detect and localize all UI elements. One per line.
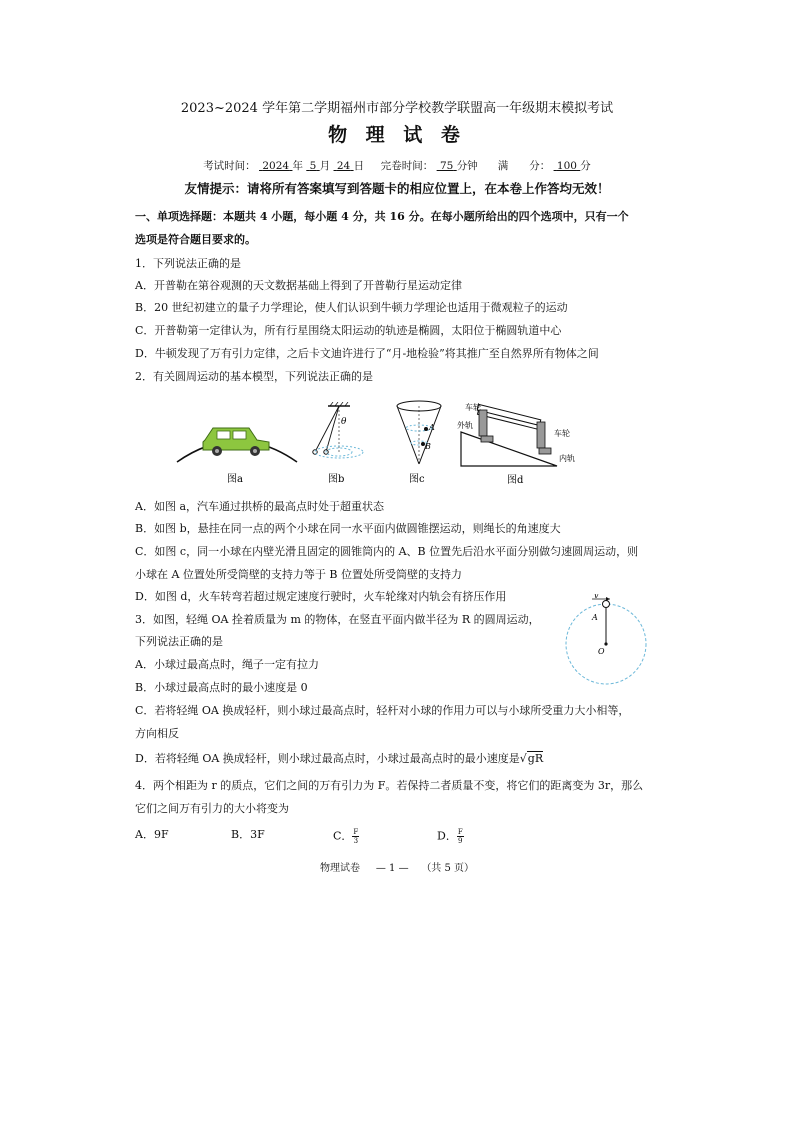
q3-option-c-line2: 方向相反 [135,727,179,740]
q3-option-d [135,752,665,766]
q3-stem-line1: 3．如图，轻绳 OA 拴着质量为 m 的物体，在竖直平面内做半径为 R 的圆周运动， [135,613,540,626]
q1-option-b: B．20 世纪初建立的量子力学理论，使人们认识到牛顿力学理论也适用于微观粒子的运动 [135,301,568,314]
q2-option-b: B．如图 b，悬挂在同一点的两个小球在同一水平面内做圆锥摆运动，则绳长的角速度大 [135,522,561,535]
exam-time-label: 考试时间： [203,160,256,172]
q1-stem: 1．下列说法正确的是 [135,257,241,270]
q4-option-d [437,828,464,845]
q4-stem-line2: 它们之间万有引力的大小将变为 [135,802,289,815]
friendly-tip: 友情提示：请将所有答案填写到答题卡的相应位置上，在本卷上作答均无效！ [184,181,610,196]
section-intro-line2: 选项是符合题目要求的。 [135,233,256,246]
score-value: 100 [556,160,577,172]
q4-option-a: A．9F [135,828,169,841]
label-A: A [592,613,598,622]
exam-meta [0,159,794,173]
exam-title: 2023~2024 学年第二学期福州市部分学校教学联盟高一年级期末模拟考试 [180,101,614,116]
duration-unit: 分钟 [456,160,478,172]
exam-day: 24 [336,160,351,172]
label-v: v [594,594,599,600]
figure-b-conical-pendulum [298,402,390,488]
day-unit: 日 [353,160,365,172]
label-inner-rail: 内轨 [559,454,575,463]
figure-q3-vertical-circle [558,594,658,688]
label-O: O [598,647,605,656]
score-unit: 分 [580,160,591,172]
section-intro-line1: 一、单项选择题：本题共 4 小题，每小题 4 分，共 16 分。在每小题所给出的四个选项中，只有一个 [135,210,629,223]
label-wheel-left: 车轮 [465,403,481,412]
label-A: A [429,423,435,432]
month-unit: 月 [319,160,331,172]
q4-option-d-label: D． [437,829,457,843]
q3-option-d-text: D．若将轻绳 OA 换成轻杆，则小球过最高点时，小球过最高点时的最小速度是 [135,752,520,765]
q2-option-a: A．如图 a，汽车通过拱桥的最高点时处于超重状态 [135,500,384,513]
q4-stem-line1: 4．两个相距为 r 的质点，它们之间的万有引力为 F。若保持二者质量不变，将它们的距离变为 3r，那么 [135,779,644,792]
footer-subject: 物理试卷 [319,863,360,874]
sqrt-icon: √ [519,752,527,765]
score-label: 满 分： [497,160,551,172]
q3-option-c-line1: C．若将轻绳 OA 换成轻杆，则小球过最高点时，轻杆对小球的作用力可以与小球所受重力大小相等， [135,704,630,717]
q4-d-numerator: F [457,828,463,836]
figure-a-arch-bridge [175,410,300,488]
duration-label: 完卷时间： [380,160,434,172]
q2-option-c-line1: C．如图 c，同一小球在内壁光滑且固定的圆锥筒内的 A、B 位置先后沿水平面分别做匀速圆周运动，则 [135,545,639,558]
q3-stem-line2: 下列说法正确的是 [135,635,223,648]
q4-c-numerator: F [353,828,359,836]
exam-month: 5 [309,160,317,172]
footer-total-pages: （共 5 页） [421,863,475,874]
q1-option-a: A．开普勒在第谷观测的天文数据基础上得到了开普勒行星运动定律 [135,279,462,292]
q3-option-d-formula: gR [527,752,544,765]
exam-year: 2024 [262,160,290,172]
label-wheel-right: 车轮 [554,429,570,438]
fig-b-label: 图b [328,474,345,485]
q4-option-c-label: C． [333,829,353,843]
label-outer-rail: 外轨 [457,421,473,430]
car-icon [203,428,269,456]
footer-page-number: — 1 — [375,863,409,874]
figure-d-banked-track [457,398,587,488]
q4-option-c [333,828,359,845]
q4-d-denominator: 9 [458,837,463,845]
q4-option-c-fraction [352,828,359,845]
fig-d-label: 图d [507,475,524,486]
q3-option-a: A．小球过最高点时，绳子一定有拉力 [135,658,319,671]
fig-a-label: 图a [227,474,243,485]
fig-c-label: 图c [409,474,425,485]
q2-option-c-line2: 小球在 A 位置处所受筒壁的支持力等于 B 位置处所受筒壁的支持力 [135,568,463,581]
q4-option-d-fraction [457,828,464,845]
q4-option-b: B．3F [231,828,265,841]
page-footer [0,862,794,876]
q2-stem: 2．有关圆周运动的基本模型，下列说法正确的是 [135,370,373,383]
q4-c-denominator: 3 [353,837,359,845]
q1-option-d: D．牛顿发现了万有引力定律，之后卡文迪许进行了“月-地检验”将其推广至自然界所有物体之间 [135,347,599,360]
figure-c-cone [393,398,445,488]
duration-value: 75 [439,160,454,172]
label-B: B [425,442,431,451]
q2-option-d: D．如图 d，火车转弯若超过规定速度行驶时，火车轮缘对内轨会有挤压作用 [135,590,507,603]
subject-title: 物 理 试 卷 [328,124,466,146]
year-unit: 年 [292,160,303,172]
q3-option-b: B．小球过最高点时的最小速度是 0 [135,681,308,694]
theta-label: θ [341,417,347,427]
q1-option-c: C．开普勒第一定律认为，所有行星围绕太阳运动的轨迹是椭圆，太阳位于椭圆轨道中心 [135,324,562,337]
